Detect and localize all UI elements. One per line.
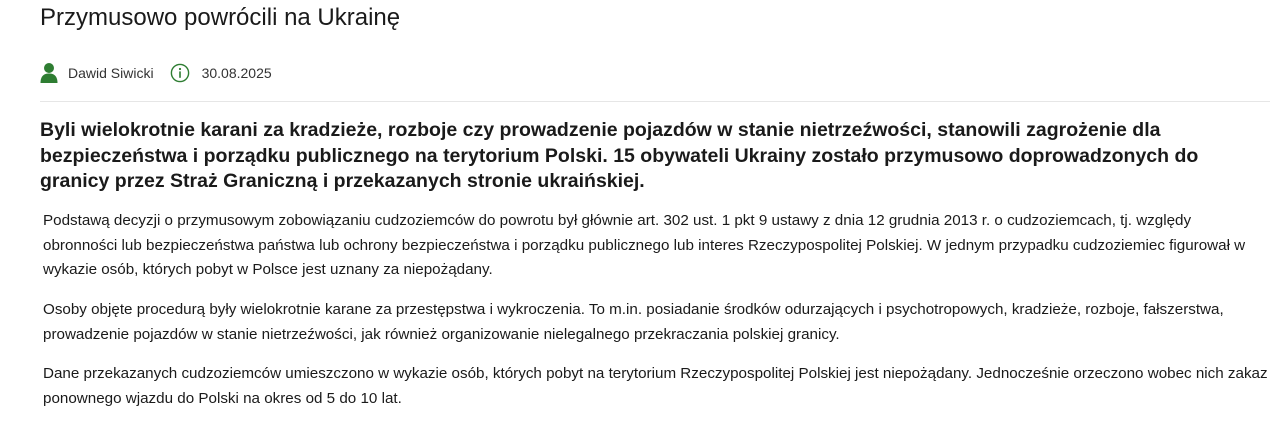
- person-icon: [40, 62, 58, 84]
- article-paragraph-3: Dane przekazanych cudzoziemców umieszczono w wykazie osób, których pobyt na terytorium Rzeczypospolitej Polskiej jest niepożądany. Jednocześnie orzeczono wobec nich zakaz ponownego wjazdu do Polski na okres od 5 do 10 lat.: [43, 365, 1268, 407]
- article-paragraph-1: Podstawą decyzji o przymusowym zobowiązaniu cudzoziemców do powrotu był głównie art. 302 ust. 1 pkt 9 ustawy z dnia 12 grudnia 2013 r. o cudzoziemcach, tj. względy obronności lub bezpieczeństwa państwa lub ochrony bezpieczeństwa i porządku publicznego lub interes Rzeczypospolitej Polskiej. W jednym przypadku cudzoziemiec figurował w wykazie osób, których pobyt w Polsce jest uznany za niepożądany.: [43, 212, 1246, 278]
- article-title: Przymusowo powrócili na Ukrainę: [40, 4, 401, 31]
- article-meta: [40, 60, 272, 86]
- meta-divider: [40, 101, 1270, 102]
- article-paragraph-2: Osoby objęte procedurą były wielokrotnie karane za przestępstwa i wykroczenia. To m.in. posiadanie środków odurzających i psychotropowych, kradzieże, rozboje, fałszerstwa, prowadzenie pojazdów w stanie nietrzeźwości, jak również organizowanie nielegalnego przekraczania polskiej granicy.: [43, 301, 1224, 343]
- info-icon: [170, 63, 190, 83]
- article-date: 30.08.2025: [201, 65, 272, 81]
- article-lead: Byli wielokrotnie karani za kradzieże, rozboje czy prowadzenie pojazdów w stanie nietrzeźwości, stanowili zagrożenie dla bezpieczeństwa i porządku publicznego na terytorium Polski. 15 obywateli Ukrainy zostało przymusowo doprowadzonych do granicy przez Straż Graniczną i przekazanych stronie ukraińskiej.: [40, 119, 1199, 192]
- article-author[interactable]: Dawid Siwicki: [68, 65, 154, 81]
